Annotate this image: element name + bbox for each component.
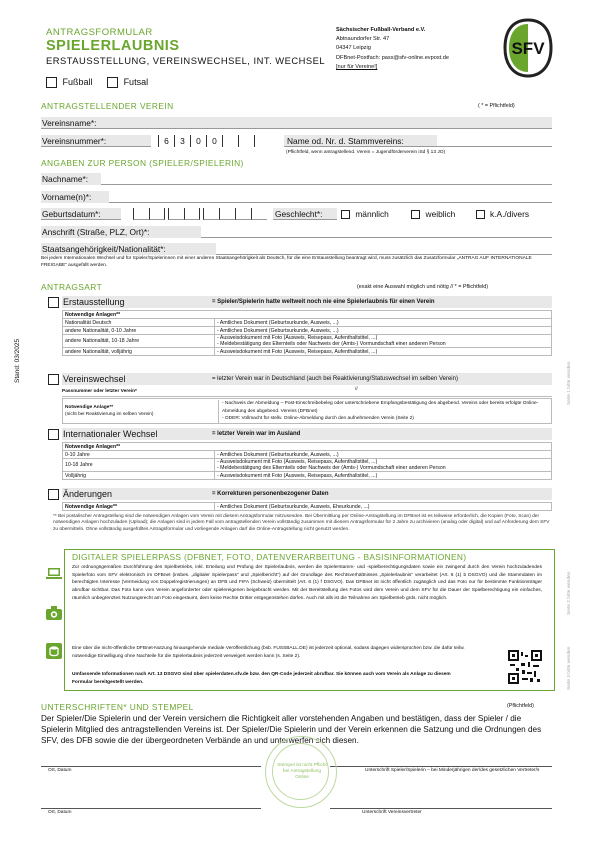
ort1-label: Ort, Datum [48, 768, 72, 773]
org-address [336, 26, 449, 72]
vereinsnummer-digit[interactable]: 0 [206, 135, 222, 147]
aend-checkbox[interactable] [48, 489, 59, 500]
geburtsdatum-digit[interactable] [133, 208, 149, 220]
form-title: SPIELERLAUBNIS [46, 38, 180, 54]
erst-desc: = Spieler/Spielerin hatte weltweit noch nie eine Spielerlaubnis für einen Verein [212, 299, 435, 305]
fussball-label: Fußball [62, 77, 93, 87]
vereinsnummer-digits[interactable] [158, 135, 270, 147]
database-icon [46, 643, 62, 659]
antragsart-section-title: ANTRAGSART [41, 282, 103, 292]
aend-row [48, 488, 552, 500]
sig1-line[interactable] [330, 766, 552, 767]
geburtsdatum-digit[interactable] [251, 208, 267, 220]
computer-icon [46, 568, 62, 580]
sport-options [46, 77, 148, 88]
side-page1: Seite 1 bitte wenden [567, 361, 572, 405]
antragsart-footnote: ** Bei postalischer Antragstellung sind die notwendigen Anlagen vom Verein mit diesem Antragsformular mitzusenden. Bei Übermittlung per Online-Antragstellung im DFBnet ist es teilweise erforderlich, die Kopien (Foto, Scan) der notwendigen Anlagen hochzuladen (Upload); die Anlagen sind in jedem Fall vom antragstellenden Verein vollständig zusammen mit diesem Antragsformular für 2 Jahre zu archivieren (analog oder digital) und auf Anforderung dem SFV zu übermitteln. Ohne vollständig ausgefülltes Antragsformular und vorliegende Anlagen darf die Online-Antragstellung nicht genutzt werden. [53, 514, 550, 532]
sig1-label: Unterschrift Spieler/Spielerin – bei Minderjährigen der/des gesetzlichen Vertreter/s [365, 768, 540, 773]
erst-checkbox[interactable] [48, 297, 59, 308]
weiblich-checkbox[interactable] [411, 210, 420, 219]
erst-table-head: Notwendige Anlagen** [63, 311, 552, 319]
intl-table-head: Notwendige Anlagen** [63, 443, 552, 451]
ort1-line[interactable] [41, 766, 261, 767]
wechsel-anlage-text: - Nachweis der Abmeldung – Post-Einschreibebeleg oder unterschriebene Empfangsbestätigung des abgebend. Vereins oder bereits erfolgte Online-Abmeldung des abgebend. Vereins (DFBnet) - ODER: Vollmacht für stellv. Online-Abmeldung durch den aufnehmenden Verein (Seite 2) [218, 400, 548, 423]
vereinsname-label: Vereinsname*: [42, 118, 97, 128]
ort2-line[interactable] [41, 808, 261, 809]
erst-row-category: andere Nationalität, 10-18 Jahre [63, 335, 215, 348]
vereinsnummer-digit[interactable]: 3 [174, 135, 190, 147]
aend-bar [62, 488, 552, 500]
intl-checkbox[interactable] [48, 429, 59, 440]
nachname-label: Nachname*: [41, 173, 101, 185]
erst-row-documents: - Ausweisdokument mit Foto (Ausweis, Reisepass, Aufenthaltstitel, ...) - Meldebestätigung des Elternteils oder Nachweis der (Amts-) Vormundschaft einer anderen Person [215, 335, 552, 348]
intl-row-documents: - Ausweisdokument mit Foto (Ausweis, Reisepass, Aufenthaltstitel, ...) [215, 472, 552, 480]
stamp-text: Stempel ist nicht Pflicht bei Antragstellung Online [277, 763, 327, 780]
digital-title: DIGITALER SPIELERPASS (DFBNET, FOTO, DATENVERARBEITUNG - BASISINFORMATIONEN) [72, 552, 467, 562]
vorname-field[interactable] [41, 191, 552, 203]
required-note: ( * = Pflichtfeld) [478, 103, 515, 109]
geschlecht-options [341, 209, 529, 219]
erst-bar [62, 296, 552, 308]
sig2-label: Unterschrift Vereinsvertreter [362, 810, 422, 815]
intl-row-category: 0-10 Jahre [63, 451, 215, 459]
erst-row-category: andere Nationalität, 0-10 Jahre [63, 327, 215, 335]
org-street: Abtnaundorfer Str. 47 [336, 36, 390, 43]
geburtsdatum-digit[interactable] [149, 208, 165, 220]
stammverein-field[interactable] [437, 135, 552, 147]
intl-row-documents: - Ausweisdokument mit Foto (Ausweis, Reisepass, Aufenthaltstitel, ...) - Meldebestätigung des Elternteils oder Nachweis der (Amts-) Vormundschaft einer anderen Person [215, 459, 552, 472]
side-page2: Seite 2 bitte wenden [567, 571, 572, 615]
aend-head: Notwendige Anlage** [63, 503, 215, 511]
wechsel-bar [62, 373, 552, 385]
digital-p3: Umfassende Informationen nach Art. 13 DSGVO sind über spielerdaten.sfv.de bzw. den QR-Code jederzeit abrufbar. Sie können auch vom Verein als Anlage zu diesem Formular bereitgestellt werden. [72, 672, 451, 685]
aend-desc: = Korrekturen personenbezogener Daten [212, 491, 329, 497]
intl-note: Bei jedem Internationalen Wechsel und für Spieler/Spielerinnen mit einer anderen Staatsangehörigkeit als Deutsch, für die eine Erstausstellung beantragt wird, muss zusätzlich das Zusatzformular „ANTRAG AUF INTERNATIONALE FREIGABE“ ausgefüllt werden. [41, 256, 532, 268]
erst-label: Erstausstellung [63, 297, 125, 307]
side-page3: Seite 3 bitte wenden [567, 646, 572, 690]
sign-text: Der Spieler/Die Spielerin und der Verein versichern die Richtigkeit aller vorstehenden Angaben und bestätigen, dass der Spieler / die Spielerin Mitglied des antragstellenden Vereins ist. Der Spieler/Die Spielerin und der Verein erkennen die Satzung und die Ordnungen des SFV, des DFB sowie die der übergeordneten Verbände an und unterwerfen sich diesen. [41, 714, 542, 745]
geburtsdatum-digit[interactable] [203, 208, 219, 220]
wechsel-anlage-label: Notwendige Anlage** [65, 405, 114, 410]
sign-section-title: UNTERSCHRIFTEN* UND STEMPEL [41, 702, 194, 712]
anschrift-field[interactable] [41, 226, 552, 238]
vereinsnummer-digit[interactable] [238, 135, 254, 147]
sign-required: (Pflichtfeld) [507, 703, 534, 709]
fussball-checkbox[interactable] [46, 77, 57, 88]
erst-row-category: andere Nationalität, volljährig [63, 348, 215, 356]
intl-row-documents: - Amtliches Dokument (Geburtsurkunde, Ausweis, ...) [215, 451, 552, 459]
org-email[interactable]: DFBnet-Postfach: pass@sfv-online.evpost.de [336, 54, 449, 61]
intl-desc: = letzter Verein war im Ausland [212, 431, 301, 437]
geburtsdatum-row [41, 208, 552, 220]
verein-section-title: ANTRAGSTELLENDER VEREIN [41, 101, 174, 111]
geburtsdatum-digit[interactable] [235, 208, 251, 220]
stammverein-note: (Pflichtfeld, wenn antragstellend. Verein = Jugendförderverein iSd § 13 JO) [286, 150, 446, 155]
camera-icon [46, 606, 62, 620]
wechsel-checkbox[interactable] [48, 374, 59, 385]
aend-table [62, 502, 552, 511]
org-city: 04347 Leipzig [336, 45, 371, 52]
erst-table-row [63, 319, 552, 327]
qr-code-icon[interactable] [508, 650, 542, 684]
digital-p2: Eine über die nicht-öffentliche DFBnet-Nutzung hinausgehende mediale Veröffentlichung (bsb. FUSSBALL.DE) ist jederzeit optional, sodass dagegen widersprochen bzw. die dafür teilw. notwendige Einwilligung ohne Nachteile für die Spielerlaubnis jederzeit verweigert werden kann (s. Seite 2). [72, 646, 465, 659]
vereinsnummer-label: Vereinsnummer*: [41, 135, 151, 147]
divers-checkbox[interactable] [476, 210, 485, 219]
antragsart-note: (exakt eine Auswahl möglich und nötig // * = Pflichtfeld) [357, 284, 489, 290]
vereinsnummer-digit[interactable] [254, 135, 270, 147]
wechsel-anlage [62, 398, 552, 424]
erst-row [48, 296, 552, 308]
intl-row [48, 428, 552, 440]
digital-p1: Zur ordnungsgemäßen Durchführung des Spielbetriebs, inkl. Erteilung und Prüfung der Spielerlaubnis, werden die Spielerstamm- und -spielberechtigungsdaten sowie ein zwingend durch den Verein hochzuladendes Spielerfoto vom SFV elektronisch im DFBnet (insbes. „digitaler Spielerpass“ und „Spielbericht“) auf der Grundlage des Rechtsverhältnisses „Spielerlaubnis“ verarbeitet (Art. 6 (1) b DSGVO) und die Stammdaten im berechtigten Interesse (Vermeidung von Doppelregistrierungen) an DFB und FIFA (Schweiz) übermittelt (Art. 6 (1) f DSGVO). Das DFBnet ist nicht öffentlich zugänglich und das Foto nur für bestimmte Funktionsträger abrufbar sichtbar. Das Foto kann vom Verein angeforderter oder spielereigenen beigebracht werden. Mit der Bereitstellung des Fotos wird dem Verein und dem SFV für die Dauer der Spielberechtigung ein einfaches, räumlich unbegrenztes Nutzungsrecht am Foto eingeräumt, dem keine Rechte Dritter entgegenstehen dürfen. Auch mit alls ist die Teilnahme am Spielbetrieb grds. nicht möglich. [72, 565, 542, 601]
vereinsname-field[interactable] [41, 117, 552, 129]
divers-label: k.A./divers [489, 209, 530, 219]
wechsel-pass-sep: // [355, 387, 358, 392]
anschrift-label: Anschrift (Straße, PLZ, Ort)*: [41, 226, 201, 238]
person-section-title: ANGABEN ZUR PERSON (SPIELER/SPIELERIN) [41, 158, 244, 168]
maennlich-label: männlich [355, 209, 389, 219]
intl-table-row [63, 472, 552, 480]
stand-label: Stand: 03/2025 [14, 338, 21, 383]
geburtsdatum-digit[interactable] [219, 208, 235, 220]
stamp-circle [265, 736, 337, 808]
logo-text: SFV [511, 39, 545, 58]
wechsel-pass-label: Passnummer oder letzter Verein* [62, 389, 137, 394]
erst-table-row [63, 327, 552, 335]
intl-table-row [63, 451, 552, 459]
wechsel-anlage-sub: (nicht bei Reaktivierung im selben Verein) [65, 412, 154, 417]
sfv-logo [503, 18, 553, 78]
staat-label: Staatsangehörigkeit/Nationalität*: [41, 243, 216, 255]
weiblich-label: weiblich [425, 209, 456, 219]
staat-field[interactable] [41, 243, 552, 255]
vereinsnummer-digit[interactable]: 0 [190, 135, 206, 147]
wechsel-row [48, 373, 552, 385]
erst-table-row [63, 335, 552, 348]
ort2-label: Ort, Datum [48, 810, 72, 815]
geburtsdatum-boxes[interactable] [133, 208, 267, 220]
erst-row-category: Nationalität Deutsch [63, 319, 215, 327]
form-label: ANTRAGSFORMULAR [46, 27, 153, 38]
vereinsnummer-digit[interactable] [222, 135, 238, 147]
futsal-checkbox[interactable] [107, 77, 118, 88]
digital-box [64, 549, 555, 691]
erst-row-documents: - Amtliches Dokument (Geburtsurkunde, Ausweis, ...) [215, 319, 552, 327]
vereinsnummer-row [41, 135, 552, 147]
intl-row-category: 10-18 Jahre [63, 459, 215, 472]
geschlecht-label: Geschlecht*: [273, 208, 337, 220]
aend-text: - Amtliches Dokument (Geburtsurkunde, Ausweis, Eheurkunde, ...) [215, 503, 552, 511]
sig2-line[interactable] [330, 808, 552, 809]
wechsel-desc: = letzter Verein war in Deutschland (auch bei Reaktivierung/Statuswechsel im selben Verein) [212, 376, 458, 382]
nachname-field[interactable] [41, 173, 552, 185]
org-name: Sächsischer Fußball-Verband e.V. [336, 27, 426, 33]
wechsel-pass-row[interactable] [62, 387, 552, 397]
org-email-note: [nur für Vereine!] [336, 63, 378, 70]
vorname-label: Vorname(n)*: [41, 191, 109, 203]
futsal-label: Futsal [123, 77, 149, 87]
erst-table-row [63, 348, 552, 356]
vereinsnummer-digit[interactable]: 6 [158, 135, 174, 147]
intl-bar [62, 428, 552, 440]
intl-label: Internationaler Wechsel [63, 429, 158, 439]
intl-table [62, 442, 552, 480]
geburtsdatum-digit[interactable] [168, 208, 184, 220]
wechsel-label: Vereinswechsel [63, 374, 126, 384]
erst-table [62, 310, 552, 356]
stammverein-label: Name od. Nr. d. Stammvereins: [284, 135, 437, 147]
maennlich-checkbox[interactable] [341, 210, 350, 219]
aend-label: Änderungen [63, 489, 113, 499]
erst-row-documents: - Ausweisdokument mit Foto (Ausweis, Reisepass, Aufenthaltstitel, ...) [215, 348, 552, 356]
form-subtitle: ERSTAUSSTELLUNG, VEREINSWECHSEL, INT. WECHSEL [46, 55, 326, 66]
intl-row-category: Volljährig [63, 472, 215, 480]
geburtsdatum-label: Geburtsdatum*: [41, 208, 121, 220]
erst-row-documents: - Amtliches Dokument (Geburtsurkunde, Ausweis, ...) [215, 327, 552, 335]
intl-table-row [63, 459, 552, 472]
geburtsdatum-digit[interactable] [184, 208, 200, 220]
